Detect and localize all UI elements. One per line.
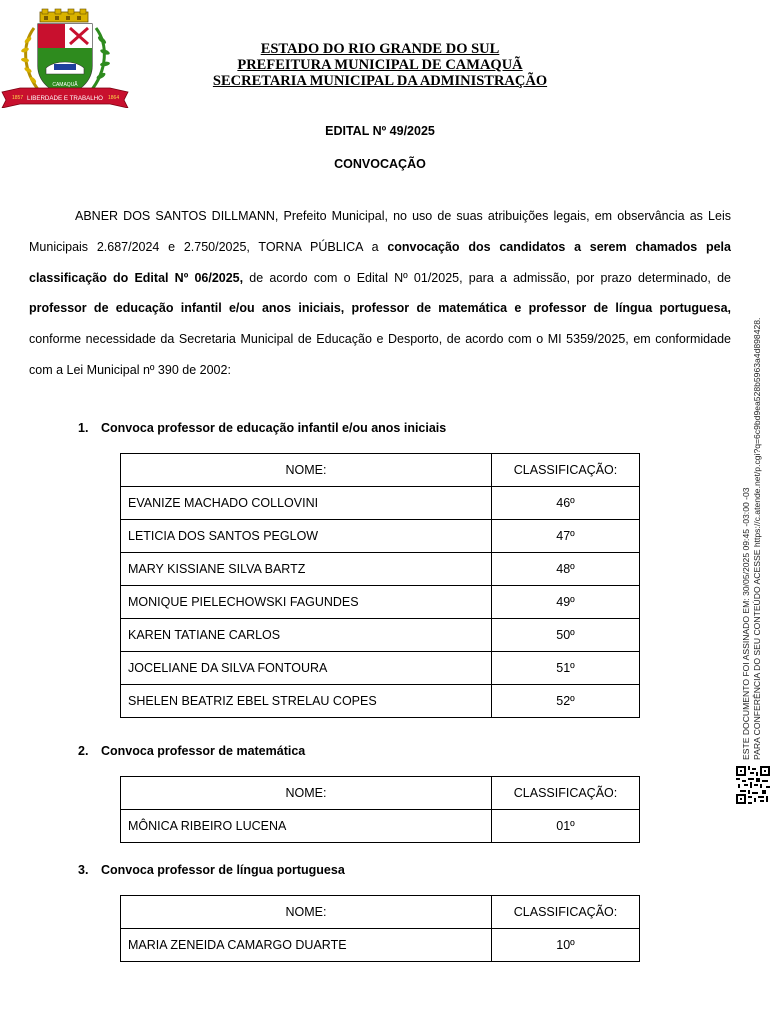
- candidate-name: LETICIA DOS SANTOS PEGLOW: [121, 520, 492, 553]
- leaf-branch-icon: [90, 28, 110, 92]
- crest-banner: [2, 88, 128, 108]
- table-row: [121, 685, 640, 718]
- document-header: [130, 41, 630, 89]
- section-heading: [78, 744, 305, 758]
- candidate-classification: 01º: [492, 810, 640, 843]
- crest-city-text: CAMAQUÃ: [52, 82, 78, 88]
- section-number: 3.: [78, 863, 89, 877]
- header-classification: CLASSIFICAÇÃO:: [492, 896, 640, 929]
- table-row: [121, 929, 640, 962]
- table-row: [121, 520, 640, 553]
- signature-line-2: PARA CONFERÊNCIA DO SEU CONTEÚDO ACESSE https://c.atende.net/p.cgi?q=6c9bd9ea528b5963a4d898428.: [752, 317, 762, 760]
- crest-motto: LIBERDADE E TRABALHO: [27, 95, 103, 102]
- header-name: NOME:: [121, 896, 492, 929]
- candidate-name: MÔNICA RIBEIRO LUCENA: [121, 810, 492, 843]
- candidate-classification: 49º: [492, 586, 640, 619]
- header-classification: CLASSIFICAÇÃO:: [492, 777, 640, 810]
- body-text-2: de acordo com o Edital Nº 01/2025, para a admissão, por prazo determinado, de: [243, 270, 731, 285]
- candidate-classification: 51º: [492, 652, 640, 685]
- candidate-name: KAREN TATIANE CARLOS: [121, 619, 492, 652]
- candidate-classification: 52º: [492, 685, 640, 718]
- table-header-row: [121, 454, 640, 487]
- table-row: [121, 487, 640, 520]
- body-text-3: conforme necessidade da Secretaria Municipal de Educação e Desporto, de acordo com o MI 5359/2025, em conformidade com a Lei Municipal nº 390 de 2002:: [29, 332, 731, 377]
- header-state: ESTADO DO RIO GRANDE DO SUL: [260, 41, 500, 57]
- section-number: 1.: [78, 421, 89, 435]
- candidate-classification: 48º: [492, 553, 640, 586]
- body-paragraph: [29, 201, 731, 386]
- header-prefecture: PREFEITURA MUNICIPAL DE CAMAQUÃ: [237, 57, 523, 73]
- section-title: Convoca professor de língua portuguesa: [101, 863, 345, 877]
- qr-code-icon[interactable]: [736, 766, 770, 804]
- table-row: [121, 619, 640, 652]
- header-secretariat: SECRETARIA MUNICIPAL DA ADMINISTRAÇÃO: [212, 73, 548, 89]
- document-title: CONVOCAÇÃO: [334, 157, 426, 171]
- header-name: NOME:: [121, 454, 492, 487]
- candidates-table: [120, 895, 640, 962]
- table-row: [121, 553, 640, 586]
- candidate-name: MONIQUE PIELECHOWSKI FAGUNDES: [121, 586, 492, 619]
- crest-year-right: 1864: [108, 95, 120, 101]
- candidate-name: EVANIZE MACHADO COLLOVINI: [121, 487, 492, 520]
- table-header-row: [121, 777, 640, 810]
- table-row: [121, 810, 640, 843]
- candidate-name: MARIA ZENEIDA CAMARGO DUARTE: [121, 929, 492, 962]
- signature-line-1: ESTE DOCUMENTO FOI ASSINADO EM: 30/05/2025 09:45 -03:00 -03: [741, 487, 751, 760]
- crown-icon: [40, 9, 88, 22]
- body-bold-2: professor de educação infantil e/ou anos iniciais, professor de matemática e professor de língua portuguesa,: [29, 301, 731, 316]
- body-bold-1: convocação dos candidatos a serem chamados pela classificação do Edital Nº 06/2025,: [29, 239, 731, 285]
- candidate-name: JOCELIANE DA SILVA FONTOURA: [121, 652, 492, 685]
- table-header-row: [121, 896, 640, 929]
- shield-icon: [38, 24, 92, 96]
- candidates-table: [120, 776, 640, 843]
- candidates-table: [120, 453, 640, 718]
- wheat-branch-icon: [21, 28, 40, 92]
- table-row: [121, 652, 640, 685]
- section-number: 2.: [78, 744, 89, 758]
- edital-number: EDITAL Nº 49/2025: [325, 124, 435, 138]
- municipal-coat-of-arms: [0, 8, 130, 108]
- candidate-name: MARY KISSIANE SILVA BARTZ: [121, 553, 492, 586]
- candidate-classification: 50º: [492, 619, 640, 652]
- candidate-classification: 10º: [492, 929, 640, 962]
- section-heading: [78, 863, 345, 877]
- candidate-name: SHELEN BEATRIZ EBEL STRELAU COPES: [121, 685, 492, 718]
- table-row: [121, 586, 640, 619]
- candidate-classification: 46º: [492, 487, 640, 520]
- header-classification: CLASSIFICAÇÃO:: [492, 454, 640, 487]
- body-text-1: ABNER DOS SANTOS DILLMANN, Prefeito Municipal, no uso de suas atribuições legais, em observância as Leis Municipais 2.687/2024 e 2.750/2025, TORNA PÚBLICA a: [29, 209, 731, 254]
- section-title: Convoca professor de educação infantil e/ou anos iniciais: [101, 421, 447, 435]
- header-name: NOME:: [121, 777, 492, 810]
- digital-signature-stamp: [741, 318, 763, 760]
- candidate-classification: 47º: [492, 520, 640, 553]
- crest-year-left: 1857: [12, 95, 24, 101]
- section-heading: [78, 421, 446, 435]
- section-title: Convoca professor de matemática: [101, 744, 306, 758]
